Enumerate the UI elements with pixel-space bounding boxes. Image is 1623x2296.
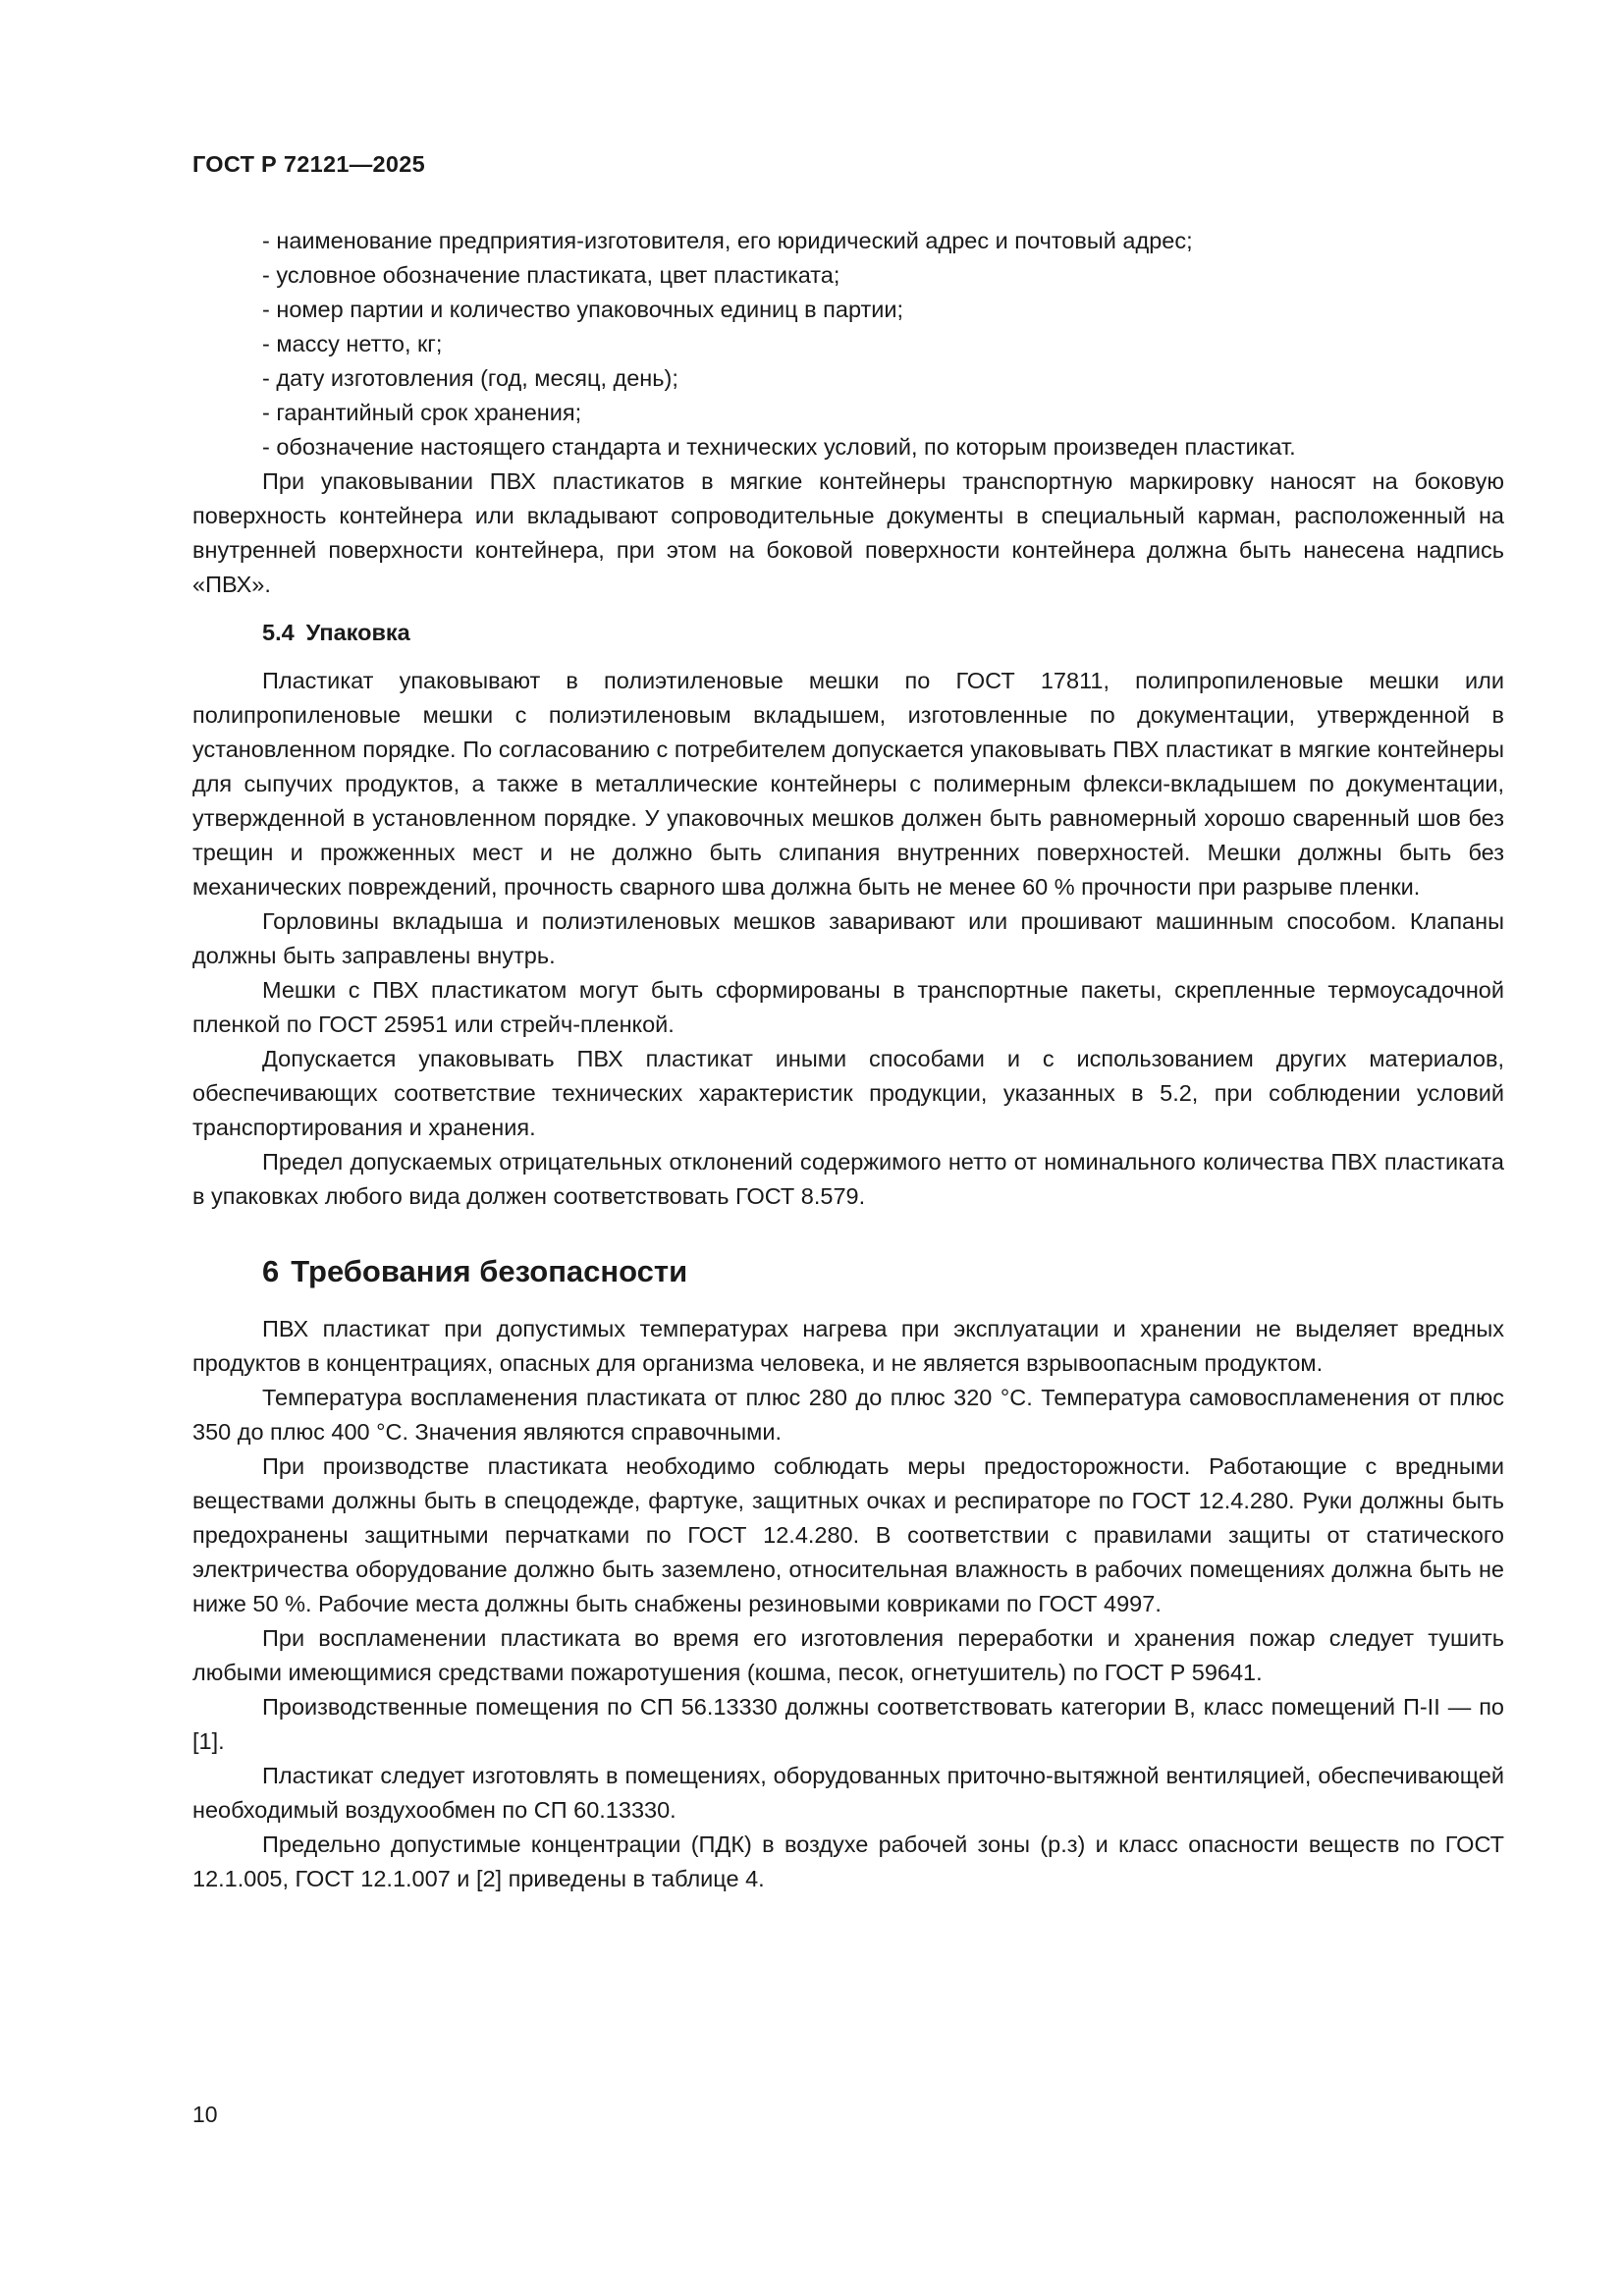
paragraph: Предельно допустимые концентрации (ПДК) в воздухе рабочей зоны (р.з) и класс опасности веществ по ГОСТ 12.1.005, ГОСТ 12.1.007 и [2] приведены в таблице 4. [192,1831,1504,1891]
paragraph: Допускается упаковывать ПВХ пластикат иными способами и с использованием других материалов, обеспечивающих соответствие технических характеристик продукции, указанных в 5.2, при соблюдении условий транспортирования и хранения. [192,1046,1504,1140]
paragraph: Предел допускаемых отрицательных отклонений содержимого нетто от номинального количества ПВХ пластиката в упаковках любого вида должен соответствовать ГОСТ 8.579. [192,1149,1504,1209]
paragraph: Горловины вкладыша и полиэтиленовых мешков заваривают или прошивают машинным способом. Клапаны должны быть заправлены внутрь. [192,908,1504,968]
list-item: - наименование предприятия-изготовителя, его юридический адрес и почтовый адрес; [262,228,1193,253]
marking-paragraph: При упаковывании ПВХ пластикатов в мягкие контейнеры транспортную маркировку наносят на боковую поверхность контейнера или вкладывают сопроводительные документы в специальный карман, расположенный на внутренней поверхности контейнера, при этом на боковой поверхности контейнера должна быть нанесена надпись «ПВХ». [192,468,1504,597]
paragraph: При воспламенении пластиката во время его изготовления переработки и хранения пожар следует тушить любыми имеющимися средствами пожаротушения (кошма, песок, огнетушитель) по ГОСТ Р 59641. [192,1625,1504,1685]
paragraph: Пластикат следует изготовлять в помещениях, оборудованных приточно-вытяжной вентиляцией, обеспечивающей необходимый воздухообмен по СП 60.13330. [192,1763,1504,1823]
section-title: Требования безопасности [291,1254,688,1288]
document-page [192,147,1504,1896]
list-item: - гарантийный срок хранения; [262,400,582,425]
paragraph: Температура воспламенения пластиката от плюс 280 до плюс 320 °С. Температура самовоспламенения от плюс 350 до плюс 400 °С. Значения являются справочными. [192,1385,1504,1445]
page-number: 10 [192,2102,218,2127]
section-heading-6 [192,1251,1504,1292]
list-item: - дату изготовления (год, месяц, день); [262,365,678,391]
list-item: - обозначение настоящего стандарта и технических условий, по которым произведен пластикат. [262,434,1296,460]
section-number: 6 [262,1254,280,1288]
list-item: - условное обозначение пластиката, цвет пластиката; [262,262,840,288]
paragraph: Производственные помещения по СП 56.13330 должны соответствовать категории В, класс помещений П-II — по [1]. [192,1694,1504,1754]
subsection-body-5-4 [192,664,1504,1214]
list-item: - массу нетто, кг; [262,331,443,356]
list-item: - номер партии и количество упаковочных единиц в партии; [262,297,904,322]
subsection-title: Упаковка [305,620,410,645]
document-header: ГОСТ Р 72121—2025 [192,151,425,177]
subsection-number: 5.4 [262,620,295,645]
paragraph: Мешки с ПВХ пластикатом могут быть сформированы в транспортные пакеты, скрепленные термоусадочной пленкой по ГОСТ 25951 или стрейч-пленкой. [192,977,1504,1037]
section-body-6 [192,1312,1504,1896]
subsection-heading-5-4 [192,616,1504,650]
marking-list [192,224,1504,602]
paragraph: Пластикат упаковывают в полиэтиленовые мешки по ГОСТ 17811, полипропиленовые мешки или полипропиленовые мешки с полиэтиленовым вкладышем, изготовленные по документации, утвержденной в установленном порядке. По согласованию с потребителем допускается упаковывать ПВХ пластикат в мягкие контейнеры для сыпучих продуктов, а также в металлические контейнеры с полимерным флекси-вкладышем по документации, утвержденной в установленном порядке. У упаковочных мешков должен быть равномерный хорошо сваренный шов без трещин и прожженных мест и не должно быть слипания внутренних поверхностей. Мешки должны быть без механических повреждений, прочность сварного шва должна быть не менее 60 % прочности при разрыве пленки. [192,668,1504,900]
paragraph: ПВХ пластикат при допустимых температурах нагрева при эксплуатации и хранении не выделяет вредных продуктов в концентрациях, опасных для организма человека, и не является взрывоопасным продуктом. [192,1316,1504,1376]
paragraph: При производстве пластиката необходимо соблюдать меры предосторожности. Работающие с вредными веществами должны быть в спецодежде, фартуке, защитных очках и респираторе по ГОСТ 12.4.280. Руки должны быть предохранены защитными перчатками по ГОСТ 12.4.280. В соответствии с правилами защиты от статического электричества оборудование должно быть заземлено, относительная влажность в рабочих помещениях должна быть не ниже 50 %. Рабочие места должны быть снабжены резиновыми ковриками по ГОСТ 4997. [192,1453,1504,1616]
